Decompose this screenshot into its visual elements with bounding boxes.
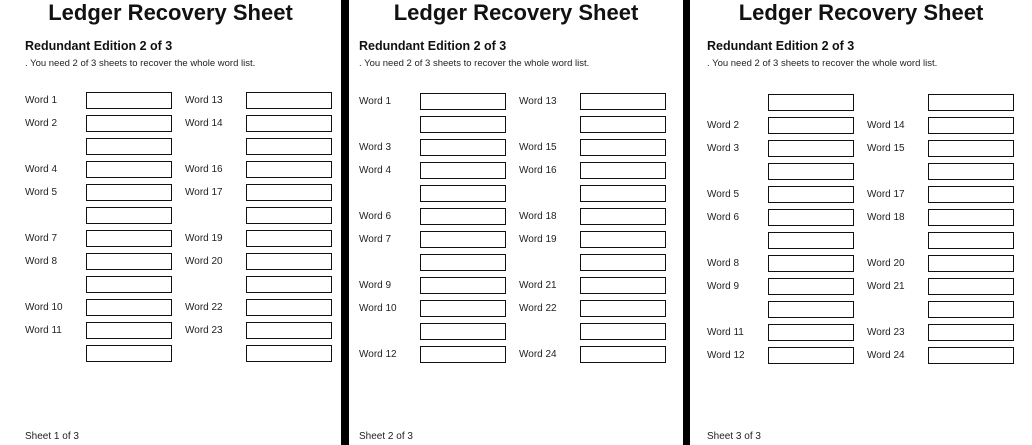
word-label: Word 16 <box>519 165 557 176</box>
word-entry-box[interactable] <box>768 186 854 203</box>
word-entry-box[interactable] <box>768 140 854 157</box>
edition-heading: Redundant Edition 2 of 3 <box>707 39 855 53</box>
word-entry-box[interactable] <box>246 253 332 270</box>
word-slot <box>707 301 854 319</box>
word-slot <box>185 345 332 363</box>
word-slot <box>519 162 666 180</box>
word-label: Word 22 <box>185 302 223 313</box>
word-entry-box[interactable] <box>580 208 666 225</box>
word-slot <box>359 116 506 134</box>
word-entry-box[interactable] <box>928 94 1014 111</box>
word-slot <box>185 276 332 294</box>
recovery-sheet-1 <box>0 0 341 445</box>
word-entry-box[interactable] <box>928 347 1014 364</box>
word-entry-box[interactable] <box>86 161 172 178</box>
word-slot <box>25 138 172 156</box>
word-slot <box>359 139 506 157</box>
word-slot <box>519 139 666 157</box>
word-label: Word 22 <box>519 303 557 314</box>
word-label: Word 6 <box>359 211 392 222</box>
word-slot <box>867 94 1014 112</box>
word-slot <box>519 346 666 364</box>
word-slot <box>359 208 506 226</box>
word-entry-box[interactable] <box>420 139 506 156</box>
word-entry-box[interactable] <box>86 184 172 201</box>
word-slot <box>359 346 506 364</box>
word-slot <box>519 323 666 341</box>
word-label: Word 10 <box>25 302 63 313</box>
word-slot <box>359 231 506 249</box>
word-label: Word 17 <box>867 189 905 200</box>
word-label: Word 4 <box>25 164 58 175</box>
edition-heading: Redundant Edition 2 of 3 <box>25 39 173 53</box>
word-entry-box[interactable] <box>928 232 1014 249</box>
word-label: Word 20 <box>185 256 223 267</box>
word-entry-box[interactable] <box>768 255 854 272</box>
word-slot <box>25 322 172 340</box>
word-slot <box>185 230 332 248</box>
word-slot <box>25 299 172 317</box>
word-label: Word 2 <box>25 118 58 129</box>
word-slot <box>867 347 1014 365</box>
word-slot <box>707 347 854 365</box>
word-slot <box>25 276 172 294</box>
word-entry-box[interactable] <box>246 207 332 224</box>
word-label: Word 15 <box>519 142 557 153</box>
word-slot <box>867 186 1014 204</box>
word-entry-box[interactable] <box>928 278 1014 295</box>
word-entry-box[interactable] <box>86 322 172 339</box>
word-slot <box>25 92 172 110</box>
word-label: Word 7 <box>25 233 58 244</box>
word-slot <box>185 138 332 156</box>
word-slot <box>25 184 172 202</box>
word-label: Word 8 <box>707 258 740 269</box>
word-slot <box>867 140 1014 158</box>
word-label: Word 14 <box>867 120 905 131</box>
word-label: Word 9 <box>359 280 392 291</box>
word-slot <box>867 301 1014 319</box>
word-label: Word 1 <box>25 95 58 106</box>
word-slot <box>519 185 666 203</box>
sheet-number-footer: Sheet 2 of 3 <box>359 431 413 442</box>
word-label: Word 23 <box>867 327 905 338</box>
word-slot <box>185 161 332 179</box>
word-slot <box>185 92 332 110</box>
word-label: Word 16 <box>185 164 223 175</box>
word-entry-box[interactable] <box>420 185 506 202</box>
word-slot <box>185 322 332 340</box>
word-entry-box[interactable] <box>768 278 854 295</box>
word-entry-box[interactable] <box>768 347 854 364</box>
word-entry-box[interactable] <box>86 299 172 316</box>
word-label: Word 23 <box>185 325 223 336</box>
word-entry-box[interactable] <box>580 185 666 202</box>
word-label: Word 9 <box>707 281 740 292</box>
word-entry-box[interactable] <box>86 207 172 224</box>
word-entry-box[interactable] <box>420 300 506 317</box>
word-slot <box>25 161 172 179</box>
word-slot <box>519 116 666 134</box>
word-label: Word 1 <box>359 96 392 107</box>
word-entry-box[interactable] <box>86 345 172 362</box>
word-entry-box[interactable] <box>928 209 1014 226</box>
instruction-note: . You need 2 of 3 sheets to recover the whole word list. <box>707 58 938 69</box>
word-entry-box[interactable] <box>768 301 854 318</box>
word-slot <box>185 207 332 225</box>
word-label: Word 14 <box>185 118 223 129</box>
word-slot <box>867 117 1014 135</box>
word-label: Word 20 <box>867 258 905 269</box>
word-entry-box[interactable] <box>580 231 666 248</box>
word-entry-box[interactable] <box>928 301 1014 318</box>
word-label: Word 21 <box>519 280 557 291</box>
word-slot <box>867 278 1014 296</box>
word-entry-box[interactable] <box>86 92 172 109</box>
word-label: Word 11 <box>25 325 62 336</box>
word-slot <box>359 254 506 272</box>
word-entry-box[interactable] <box>246 322 332 339</box>
word-label: Word 18 <box>867 212 905 223</box>
word-entry-box[interactable] <box>580 323 666 340</box>
word-slot <box>185 253 332 271</box>
word-entry-box[interactable] <box>86 138 172 155</box>
sheet-number-footer: Sheet 3 of 3 <box>707 431 761 442</box>
word-slot <box>707 232 854 250</box>
word-slot <box>519 277 666 295</box>
word-label: Word 13 <box>185 95 223 106</box>
word-entry-box[interactable] <box>580 116 666 133</box>
word-entry-box[interactable] <box>246 115 332 132</box>
word-label: Word 5 <box>707 189 740 200</box>
word-label: Word 24 <box>867 350 905 361</box>
word-entry-box[interactable] <box>420 254 506 271</box>
word-slot <box>25 230 172 248</box>
word-slot <box>359 300 506 318</box>
word-entry-box[interactable] <box>768 163 854 180</box>
word-entry-box[interactable] <box>420 323 506 340</box>
word-entry-box[interactable] <box>580 139 666 156</box>
word-entry-box[interactable] <box>86 230 172 247</box>
word-label: Word 2 <box>707 120 740 131</box>
word-entry-box[interactable] <box>86 253 172 270</box>
word-label: Word 12 <box>707 350 745 361</box>
word-slot <box>25 207 172 225</box>
word-entry-box[interactable] <box>768 209 854 226</box>
recovery-sheet-2 <box>349 0 683 445</box>
sheet-title: Ledger Recovery Sheet <box>738 0 984 25</box>
word-entry-box[interactable] <box>246 345 332 362</box>
sheet-number-footer: Sheet 1 of 3 <box>25 431 79 442</box>
word-entry-box[interactable] <box>420 277 506 294</box>
word-label: Word 8 <box>25 256 58 267</box>
word-slot <box>25 345 172 363</box>
word-slot <box>707 186 854 204</box>
word-slot <box>185 115 332 133</box>
word-label: Word 11 <box>707 327 744 338</box>
word-entry-box[interactable] <box>420 116 506 133</box>
word-slot <box>359 323 506 341</box>
word-slot <box>519 300 666 318</box>
word-label: Word 3 <box>359 142 392 153</box>
word-slot <box>519 254 666 272</box>
word-label: Word 5 <box>25 187 58 198</box>
word-entry-box[interactable] <box>928 163 1014 180</box>
sheet-title: Ledger Recovery Sheet <box>48 0 293 25</box>
instruction-note: . You need 2 of 3 sheets to recover the whole word list. <box>25 58 256 69</box>
word-slot <box>519 208 666 226</box>
word-label: Word 3 <box>707 143 740 154</box>
word-slot <box>867 324 1014 342</box>
word-entry-box[interactable] <box>246 276 332 293</box>
word-slot <box>707 117 854 135</box>
word-label: Word 21 <box>867 281 905 292</box>
word-label: Word 13 <box>519 96 557 107</box>
word-entry-box[interactable] <box>246 299 332 316</box>
word-slot <box>185 299 332 317</box>
word-label: Word 24 <box>519 349 557 360</box>
word-slot <box>707 140 854 158</box>
word-entry-box[interactable] <box>580 162 666 179</box>
word-entry-box[interactable] <box>420 231 506 248</box>
word-entry-box[interactable] <box>580 254 666 271</box>
word-label: Word 17 <box>185 187 223 198</box>
word-entry-box[interactable] <box>768 117 854 134</box>
sheet-title: Ledger Recovery Sheet <box>393 0 639 25</box>
word-entry-box[interactable] <box>86 115 172 132</box>
word-label: Word 6 <box>707 212 740 223</box>
word-entry-box[interactable] <box>420 93 506 110</box>
word-slot <box>867 255 1014 273</box>
word-entry-box[interactable] <box>928 140 1014 157</box>
word-entry-box[interactable] <box>768 94 854 111</box>
word-slot <box>707 324 854 342</box>
word-slot <box>359 277 506 295</box>
word-slot <box>25 115 172 133</box>
instruction-note: . You need 2 of 3 sheets to recover the whole word list. <box>359 58 590 69</box>
word-entry-box[interactable] <box>928 117 1014 134</box>
word-slot <box>359 162 506 180</box>
word-entry-box[interactable] <box>928 255 1014 272</box>
word-label: Word 15 <box>867 143 905 154</box>
word-label: Word 4 <box>359 165 392 176</box>
word-entry-box[interactable] <box>580 346 666 363</box>
word-entry-box[interactable] <box>246 184 332 201</box>
word-label: Word 18 <box>519 211 557 222</box>
word-slot <box>867 209 1014 227</box>
word-slot <box>359 93 506 111</box>
word-slot <box>707 94 854 112</box>
word-slot <box>25 253 172 271</box>
word-entry-box[interactable] <box>928 324 1014 341</box>
word-entry-box[interactable] <box>928 186 1014 203</box>
word-entry-box[interactable] <box>246 92 332 109</box>
word-entry-box[interactable] <box>768 232 854 249</box>
word-slot <box>707 255 854 273</box>
edition-heading: Redundant Edition 2 of 3 <box>359 39 507 53</box>
word-label: Word 19 <box>185 233 223 244</box>
word-slot <box>867 232 1014 250</box>
word-slot <box>359 185 506 203</box>
word-entry-box[interactable] <box>420 162 506 179</box>
word-entry-box[interactable] <box>246 138 332 155</box>
word-label: Word 12 <box>359 349 397 360</box>
word-slot <box>867 163 1014 181</box>
word-slot <box>519 93 666 111</box>
word-label: Word 19 <box>519 234 557 245</box>
word-slot <box>707 163 854 181</box>
word-slot <box>185 184 332 202</box>
word-entry-box[interactable] <box>246 161 332 178</box>
word-entry-box[interactable] <box>86 276 172 293</box>
word-entry-box[interactable] <box>246 230 332 247</box>
word-slot <box>707 209 854 227</box>
word-slot <box>707 278 854 296</box>
word-entry-box[interactable] <box>580 277 666 294</box>
recovery-sheet-3 <box>690 0 1032 445</box>
word-entry-box[interactable] <box>768 324 854 341</box>
word-entry-box[interactable] <box>420 208 506 225</box>
word-label: Word 7 <box>359 234 392 245</box>
word-entry-box[interactable] <box>420 346 506 363</box>
word-slot <box>519 231 666 249</box>
word-entry-box[interactable] <box>580 300 666 317</box>
word-entry-box[interactable] <box>580 93 666 110</box>
word-label: Word 10 <box>359 303 397 314</box>
